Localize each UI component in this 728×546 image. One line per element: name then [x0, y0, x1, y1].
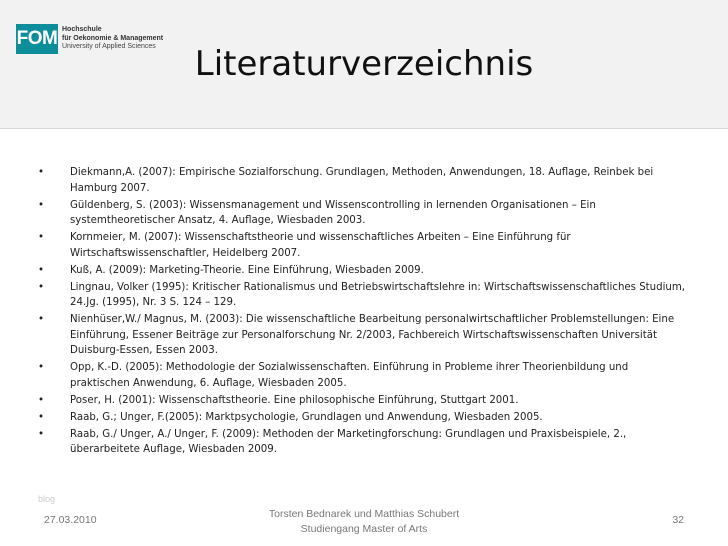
- bullet-icon: •: [38, 362, 45, 373]
- reference-text: Kuß, A. (2009): Marketing-Theorie. Eine Einführung, Wiesbaden 2009.: [70, 264, 424, 276]
- reference-item: [38, 280, 688, 311]
- bullet-icon: •: [38, 411, 45, 423]
- reference-text: Nienhüser,W./ Magnus, M. (2003): Die wissenschaftliche Bearbeitung personalwirtschaftlicher Problemstellungen: Eine Einführung, Essener Beiträge zur Personalforschung Nr. 2/2003, Fachbereich Wirtschaftswissenschaften Universität Duisburg-Essen, Essen 2003.: [70, 314, 675, 356]
- bullet-icon: •: [38, 199, 45, 211]
- reference-text: Raab, G.; Unger, F.(2005): Marktpsychologie, Grundlagen und Anwendung, Wiesbaden 2005.: [70, 411, 543, 423]
- footer-authors-block: [214, 507, 514, 537]
- reference-text: Lingnau, Volker (1995): Kritischer Rationalismus und Betriebswirtschaftslehre in: Wirtschaftswissenschaftliches Studium, 24.Jg. (1995), Nr. 3 S. 124 – 129.: [70, 281, 686, 308]
- reference-item: [38, 263, 688, 279]
- reference-item: [38, 230, 688, 261]
- reference-item: [38, 427, 688, 458]
- footer-authors: Torsten Bednarek und Matthias Schubert: [268, 508, 460, 520]
- reference-text: Güldenberg, S. (2003): Wissensmanagement und Wissenscontrolling in lernenden Organisationen – Ein systemtheoretischer Ansatz, 4. Auflage, Wiesbaden 2003.: [70, 199, 596, 226]
- reference-text: Opp, K.-D. (2005): Methodologie der Sozialwissenschaften. Einführung in Probleme ihrer Theorienbildung und praktischen Anwendung, 6. Auflage, Wiesbaden 2005.: [70, 362, 629, 389]
- footer-date: 27.03.2010: [44, 514, 97, 526]
- reference-item: [38, 410, 688, 426]
- reference-text: Kornmeier, M. (2007): Wissenschaftstheorie und wissenschaftliches Arbeiten – Eine Einführung für Wirtschaftswissenschaftler, Heidelberg 2007.: [70, 232, 571, 259]
- reference-item: [38, 360, 688, 391]
- logo-line-3: University of Applied Sciences: [62, 43, 156, 51]
- logo-line-1: Hochschule: [62, 26, 102, 34]
- reference-item: [38, 312, 688, 359]
- bullet-icon: •: [38, 167, 45, 178]
- slide-title: Literaturverzeichnis: [194, 44, 534, 84]
- reference-item: [38, 165, 688, 196]
- reference-text: Raab, G./ Unger, A./ Unger, F. (2009): Methoden der Marketingforschung: Grundlagen und Praxisbeispiele, 2., überarbeitete Auflage, Wiesbaden 2009.: [70, 428, 627, 455]
- reference-list: [38, 165, 688, 459]
- logo-line-2: für Oekonomie & Management: [62, 34, 164, 42]
- reference-item: [38, 198, 688, 229]
- bullet-icon: •: [38, 428, 45, 440]
- bullet-icon: •: [38, 281, 45, 293]
- logo-mark: FOM: [16, 24, 58, 54]
- footer-program: Studiengang Master of Arts: [300, 523, 428, 535]
- reference-text: Diekmann,A. (2007): Empirische Sozialforschung. Grundlagen, Methoden, Anwendungen, 18. Auflage, Reinbek bei Hamburg 2007.: [70, 167, 654, 194]
- bullet-icon: •: [38, 314, 45, 325]
- footer-tag: blog: [38, 494, 56, 504]
- page-number: 32: [672, 514, 684, 526]
- bullet-icon: •: [38, 394, 45, 406]
- reference-item: [38, 393, 688, 409]
- bullet-icon: •: [38, 264, 45, 276]
- reference-text: Poser, H. (2001): Wissenschaftstheorie. Eine philosophische Einführung, Stuttgart 2001.: [70, 394, 519, 406]
- bullet-icon: •: [38, 232, 45, 243]
